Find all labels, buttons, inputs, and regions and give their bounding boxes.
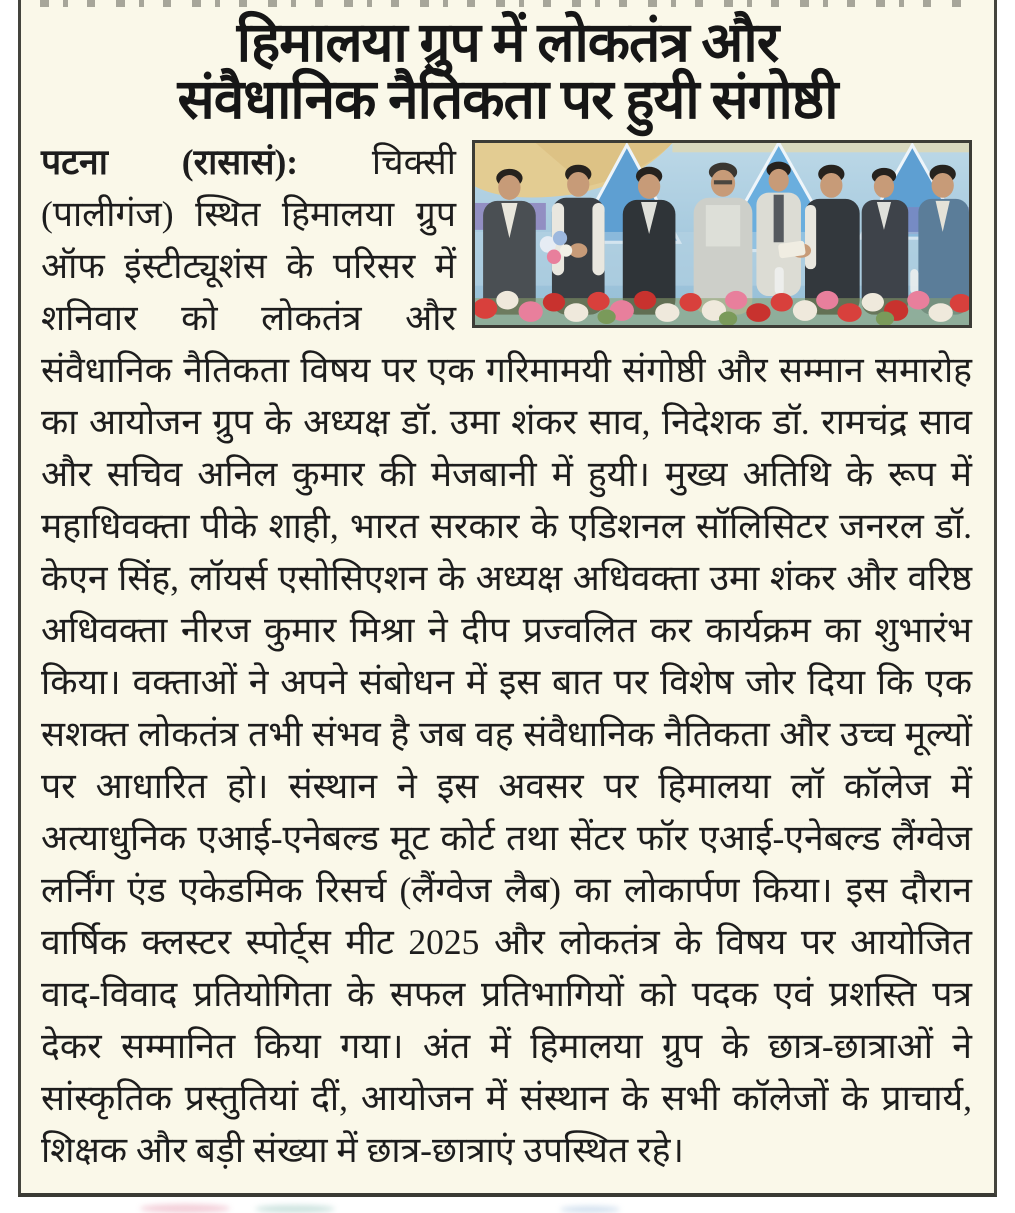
article-text: चिक्सी (पालीगंज) स्थित हिमालया ग्रुप ऑफ इंस्टीट्यूशंस के परिसर में शनिवार को लोकतंत्र और संवैधानिक नैतिकता विषय पर एक गरिमामयी संगोष्ठी और सम्मान समारोह का आयोजन ग्रुप के अध्यक्ष डॉ. उमा शंकर साव, निदेशक डॉ. रामचंद्र साव और सचिव अनिल कुमार की मेजबानी में हुयी। मुख्य अतिथि के रूप में महाधिवक्ता पीके शाही, भारत सरकार के एडिशनल सॉलिसिटर जनरल डॉ. केएन सिंह, लॉयर्स एसोसिएशन के अध्यक्ष अधिवक्ता उमा शंकर और वरिष्ठ अधिवक्ता नीरज कुमार मिश्रा ने दीप प्रज्वलित कर कार्यक्रम का शुभारंभ किया। वक्ताओं ने अपने संबोधन में इस बात पर विशेष जोर दिया कि एक सशक्त लोकतंत्र तभी संभव है जब वह संवैधानिक नैतिकता और उच्च मूल्यों पर आधारित हो। संस्थान ने इस अवसर पर हिमालया लॉ कॉलेज में अत्याधुनिक एआई-एनेबल्ड मूट कोर्ट तथा सेंटर फॉर एआई-एनेबल्ड लैंग्वेज लर्निंग एंड एकेडमिक रिसर्च (लैंग्वेज लैब) का लोकार्पण किया। इस दौरान वार्षिक क्लस्टर स्पोर्ट्स मीट 2025 और लोकतंत्र के विषय पर आयोजित वाद-विवाद प्रतियोगिता के सफल प्रतिभागियों को पदक एवं प्रशस्ति पत्र देकर सम्मानित किया गया। अंत में हिमालया ग्रुप के छात्र-छात्राओं ने सांस्कृतिक प्रस्तुतियां दीं, आयोजन में संस्थान के सभी कॉलेजों के प्राचार्य, शिक्षक और बड़ी संख्या में छात्र-छात्राएं उपस्थित रहे। bbox=[41, 142, 972, 1170]
headline-line-2: संवैधानिक नैतिकता पर हुयी संगोष्ठी bbox=[177, 69, 838, 130]
scan-smudge bbox=[255, 1205, 335, 1213]
article-body bbox=[41, 136, 972, 1176]
event-photo-graphic bbox=[475, 143, 969, 325]
headline bbox=[21, 14, 994, 128]
cropped-text-fragment bbox=[40, 0, 974, 7]
scan-smudge bbox=[560, 1206, 620, 1213]
scan-smudge bbox=[140, 1204, 230, 1213]
headline-line-1: हिमालया ग्रुप में लोकतंत्र और bbox=[236, 12, 779, 73]
event-photo bbox=[472, 140, 972, 328]
newspaper-clipping bbox=[18, 0, 997, 1197]
dateline: पटना (रासासं): bbox=[41, 142, 299, 182]
